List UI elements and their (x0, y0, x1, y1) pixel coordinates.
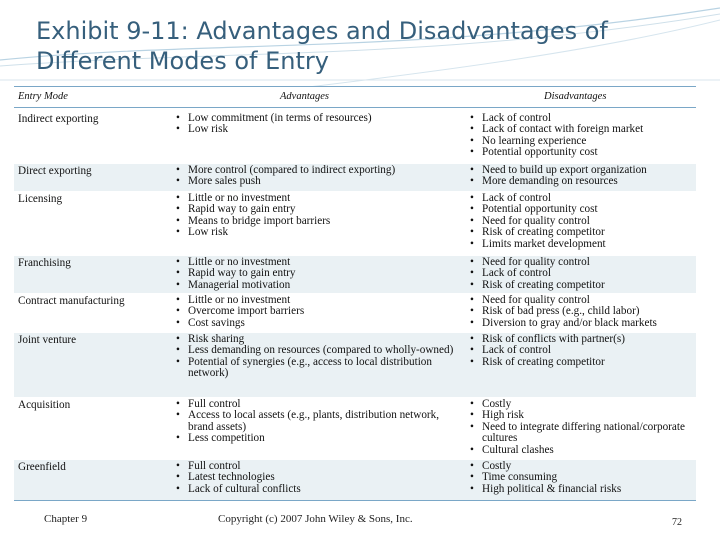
disadvantage-item: • Need to build up export organization (470, 165, 696, 176)
disadvantages-list (470, 295, 696, 329)
advantage-item: • Less competition (176, 433, 462, 444)
advantage-item: • Rapid way to gain entry (176, 204, 462, 215)
entry-mode-cell: Joint venture (18, 334, 77, 346)
advantages-list (176, 461, 462, 495)
disadvantage-item: • Lack of control (470, 345, 696, 356)
disadvantages-list (470, 461, 696, 495)
disadvantage-item: • Risk of creating competitor (470, 357, 696, 368)
advantage-item: • Lack of cultural conflicts (176, 484, 462, 495)
disadvantage-item: • Risk of creating competitor (470, 227, 696, 238)
advantage-item: • Overcome import barriers (176, 306, 462, 317)
disadvantage-item: • Need for quality control (470, 295, 696, 306)
advantage-item: • Means to bridge import barriers (176, 216, 462, 227)
advantage-item: • More sales push (176, 176, 462, 187)
disadvantage-item: • Risk of bad press (e.g., child labor) (470, 306, 696, 317)
slide-title: Exhibit 9-11: Advantages and Disadvantages of Different Modes of Entry (36, 17, 608, 75)
table-row (14, 256, 696, 293)
advantages-list (176, 399, 462, 445)
entry-modes-table (14, 86, 696, 500)
advantages-list (176, 334, 462, 380)
disadvantage-item: • Costly (470, 461, 696, 472)
disadvantage-item: • Time consuming (470, 472, 696, 483)
page-number: 72 (672, 517, 682, 528)
disadvantage-item: • Risk of conflicts with partner(s) (470, 334, 696, 345)
table-row (14, 460, 696, 500)
advantage-item: • Full control (176, 461, 462, 472)
advantage-item: • Access to local assets (e.g., plants, distribution network, brand assets) (176, 410, 462, 433)
advantage-item: • Less demanding on resources (compared to wholly-owned) (176, 345, 462, 356)
advantages-list (176, 165, 462, 188)
table-header-row (14, 86, 696, 108)
disadvantages-list (470, 257, 696, 291)
header-entry-mode: Entry Mode (18, 91, 68, 102)
disadvantages-list (470, 113, 696, 159)
advantage-item: • Little or no investment (176, 295, 462, 306)
advantage-item: • Low risk (176, 124, 462, 135)
advantages-list (176, 257, 462, 291)
table-row (14, 333, 696, 397)
header-rule (14, 107, 696, 108)
advantage-item: • Little or no investment (176, 257, 462, 268)
disadvantage-item: • Limits market development (470, 239, 696, 250)
disadvantage-item: • Lack of control (470, 268, 696, 279)
entry-mode-cell: Contract manufacturing (18, 295, 125, 307)
disadvantage-item: • Potential opportunity cost (470, 204, 696, 215)
table-row (14, 192, 696, 255)
advantage-item: • Low commitment (in terms of resources) (176, 113, 462, 124)
disadvantage-item: • High political & financial risks (470, 484, 696, 495)
entry-mode-cell: Greenfield (18, 461, 66, 473)
disadvantages-list (470, 334, 696, 368)
advantage-item: • Low risk (176, 227, 462, 238)
advantages-list (176, 295, 462, 329)
footer-chapter: Chapter 9 (44, 513, 88, 525)
advantage-item: • Managerial motivation (176, 280, 462, 291)
table-bottom-rule (14, 500, 696, 501)
disadvantage-item: • More demanding on resources (470, 176, 696, 187)
entry-mode-cell: Licensing (18, 193, 63, 205)
disadvantage-item: • Diversion to gray and/or black markets (470, 318, 696, 329)
advantage-item: • Rapid way to gain entry (176, 268, 462, 279)
entry-mode-cell: Direct exporting (18, 165, 92, 177)
table-row (14, 164, 696, 191)
disadvantage-item: • Costly (470, 399, 696, 410)
disadvantage-item: • Cultural clashes (470, 445, 696, 456)
disadvantage-item: • Need for quality control (470, 216, 696, 227)
entry-mode-cell: Acquisition (18, 399, 71, 411)
disadvantage-item: • Potential opportunity cost (470, 147, 696, 158)
advantage-item: • Cost savings (176, 318, 462, 329)
advantage-item: • Full control (176, 399, 462, 410)
advantage-item: • Potential of synergies (e.g., access to local distribution network) (176, 357, 462, 380)
disadvantage-item: • No learning experience (470, 136, 696, 147)
header-advantages: Advantages (280, 91, 329, 102)
advantage-item: • More control (compared to indirect exporting) (176, 165, 462, 176)
advantage-item: • Little or no investment (176, 193, 462, 204)
entry-mode-cell: Indirect exporting (18, 113, 99, 125)
disadvantage-item: • High risk (470, 410, 696, 421)
table-row (14, 398, 696, 459)
disadvantage-item: • Lack of contact with foreign market (470, 124, 696, 135)
footer-copyright: Copyright (c) 2007 John Wiley & Sons, Inc. (218, 513, 413, 525)
entry-mode-cell: Franchising (18, 257, 71, 269)
advantages-list (176, 193, 462, 239)
disadvantages-list (470, 165, 696, 188)
disadvantage-item: • Lack of control (470, 113, 696, 124)
disadvantage-item: • Lack of control (470, 193, 696, 204)
disadvantage-item: • Risk of creating competitor (470, 280, 696, 291)
header-disadvantages: Disadvantages (544, 91, 607, 102)
advantage-item: • Latest technologies (176, 472, 462, 483)
advantage-item: • Risk sharing (176, 334, 462, 345)
table-row (14, 294, 696, 332)
disadvantage-item: • Need for quality control (470, 257, 696, 268)
disadvantages-list (470, 193, 696, 250)
disadvantage-item: • Need to integrate differing national/corporate cultures (470, 422, 696, 445)
advantages-list (176, 113, 462, 136)
table-row (14, 112, 696, 162)
disadvantages-list (470, 399, 696, 456)
